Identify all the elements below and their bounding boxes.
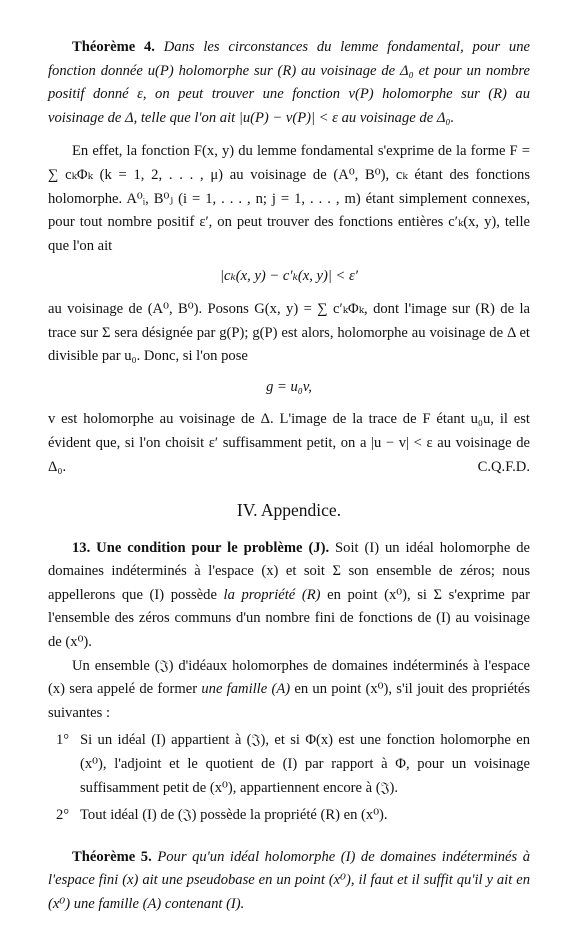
page — [48, 36, 530, 917]
theorem-4 — [48, 36, 530, 130]
family-paragraph-text-a: Un ensemble (𝔍) d'idéaux holomorphes de domaines indéterminés à l'espace (x) sera appelé de former — [48, 657, 530, 698]
paragraph-13-text-b: en point (x⁰), si Σ s'exprime par l'ensemble des zéros communs d'un nombre fini de fonctions de (I) au voisinage de (x⁰). — [48, 586, 531, 651]
property-r-term: la propriété (R) — [223, 586, 321, 603]
theorem-4-statement: Dans les circonstances du lemme fondamental, pour une fonction donnée u(P) holomorphe sur (R) au voisinage de Δ₀ et pour un nombre positif donné ε, on peut trouver une fonction v(P) holomorphe sur (R) au voisinage de Δ, telle que l'on ait |u(P) − v(P)| < ε au voisinage de Δ₀. — [48, 39, 530, 126]
list-item — [48, 804, 530, 828]
proof-paragraph-3 — [48, 408, 530, 479]
list-item-text: Tout idéal (I) de (𝔍) possède la propriété (R) en (x⁰). — [80, 807, 388, 824]
equation-2: g = u₀v, — [266, 378, 312, 395]
theorem-5-statement: Pour qu'un idéal holomorphe (I) de domaines indéterminés à l'espace fini (x) ait une pseudobase en un point (x⁰), il faut et il suffit qu'il y ait en (x⁰) une famille (A) contenant (I). — [48, 848, 531, 912]
list-item — [48, 729, 530, 800]
family-paragraph — [48, 655, 530, 726]
equation-1: |cₖ(x, y) − c′ₖ(x, y)| < ε′ — [220, 268, 358, 285]
list-item-number: 2° — [56, 807, 70, 824]
proof-paragraph-2: au voisinage de (A⁰, B⁰). Posons G(x, y) = ∑ c′ₖΦₖ, dont l'image sur (R) de la trace sur Σ sera désignée par g(P); g(P) est alors, holomorphe au voisinage de Δ et divisible par u₀. Donc, si l'on pose — [48, 300, 530, 365]
list-item-number: 1° — [56, 732, 70, 749]
family-a-term: une famille (A) — [201, 681, 291, 698]
list-item-text: Si un idéal (I) appartient à (𝔍), et si Φ(x) est une fonction holomorphe en (x⁰), l'adjoint et le quotient de (I) par rapport à Φ, pour un voisinage suffisamment petit de (x⁰), appartiennent encore à (𝔍). — [80, 732, 530, 796]
proof-paragraph-1: En effet, la fonction F(x, y) du lemme fondamental s'exprime de la forme F = ∑ cₖΦₖ (k = 1, 2, . . . , μ) au voisinage de (A⁰, B⁰), cₖ étant des fonctions holomorphe. A⁰ᵢ, B⁰ⱼ (i = 1, . . . , n; j = 1, . . . , m) étant simplement connexes, pour tout nombre positif ε′, on peut trouver des fonctions entières c′ₖ(x, y), telle que l'on ait — [48, 143, 530, 254]
paragraph-13 — [48, 537, 530, 655]
proof-paragraph-3-text: v est holomorphe au voisinage de Δ. L'image de la trace de F étant u₀u, il est évident que, si l'on choisit ε′ suffisamment petit, on a |u − v| < ε au voisinage de Δ₀. — [48, 411, 530, 475]
theorem-5-label: Théorème 5. — [72, 848, 152, 865]
paragraph-13-heading: 13. Une condition pour le problème (J). — [72, 539, 330, 556]
section-heading: IV. Appendice. — [236, 500, 342, 521]
family-paragraph-text-b: en un point (x⁰), s'il jouit des propriétés suivantes : — [48, 681, 531, 721]
theorem-5 — [48, 846, 530, 917]
qed-mark: C.Q.F.D. — [477, 458, 530, 475]
paragraph-13-text-a: Soit (I) un idéal holomorphe de domaines indéterminés à l'espace (x) et soit Σ son ensemble de zéros; nous appellerons que (I) possède — [48, 539, 530, 603]
theorem-4-label: Théorème 4. — [72, 39, 155, 55]
